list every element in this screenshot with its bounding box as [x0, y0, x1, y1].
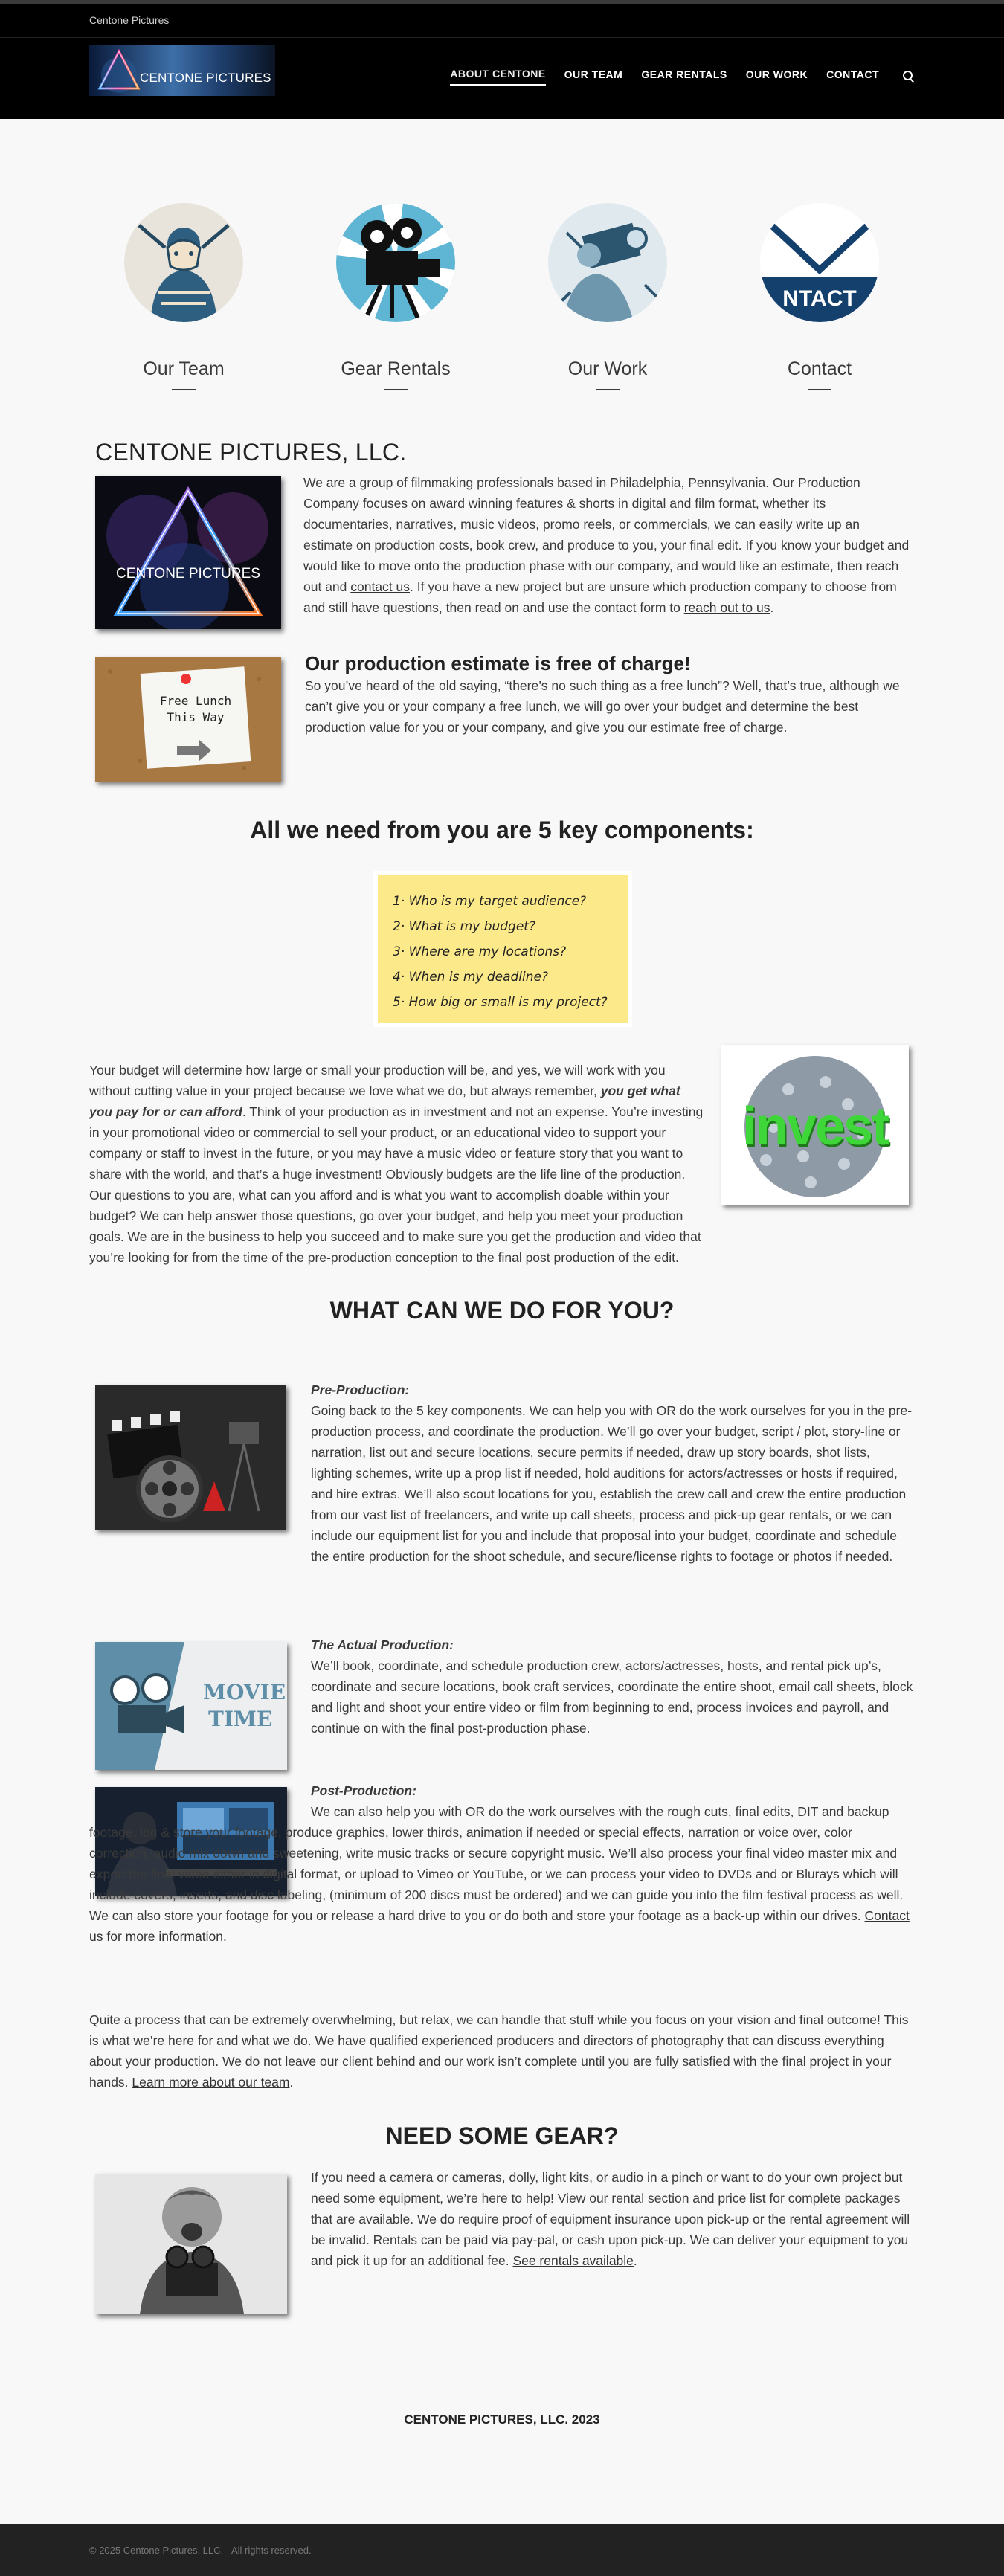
bottom-bar: [0, 2524, 1004, 2576]
post-production-title: Post-Production:: [311, 1783, 416, 1798]
free-lunch-image: [95, 657, 281, 782]
movie-time-text-1: MOVIE: [203, 1680, 286, 1704]
process-text-block: [89, 2009, 915, 2093]
learn-team-link[interactable]: Learn more about our team: [132, 2075, 290, 2090]
invest-text: invest: [741, 1097, 889, 1156]
nav-our-work[interactable]: OUR WORK: [745, 68, 808, 80]
company-text-1: We are a group of filmmaking professionals based in Philadelphia, Pennsylvania. Our Production Company focuses on award winning features & shorts in digital and film format, whether its documentaries, narratives, music videos, promo reels, or commercials, we can easily write up an estimate on production costs, book crew, and produce to you, your final edit. If you know your budget and would like to move onto the production phase with our company, and would like an estimate, then reach out and: [303, 475, 910, 594]
feature-our-work[interactable]: [548, 203, 667, 390]
film-camera-illustration-icon[interactable]: [336, 203, 455, 322]
post-production-text-block: [89, 1801, 915, 1947]
gear-text-block: [311, 2167, 913, 2271]
company-logo-text: CENTONE PICTURES: [116, 566, 260, 582]
logo-text: CENTONE PICTURES: [140, 71, 271, 85]
feature-contact[interactable]: [760, 203, 879, 390]
pre-production-block: [311, 1379, 913, 1567]
site-header: [0, 37, 1004, 119]
pre-production-title: Pre-Production:: [311, 1382, 410, 1397]
search-icon[interactable]: [901, 69, 915, 83]
company-intro: [303, 472, 910, 618]
movie-time-image: [95, 1642, 287, 1770]
company-text-3: .: [770, 600, 774, 615]
post-production-block: [311, 1780, 915, 1801]
component-item: 3· Where are my locations?: [393, 944, 567, 959]
feature-title[interactable]: Gear Rentals: [341, 358, 451, 379]
actual-production-block: [311, 1635, 915, 1739]
company-logo-image: [95, 476, 281, 629]
invest-image: [721, 1045, 909, 1205]
company-heading: CENTONE PICTURES, LLC.: [95, 439, 407, 466]
company-text-2: . If you have a new project but are unsure which production company to choose from and still have questions, then read on and use the contact form to: [303, 579, 897, 615]
envelope-contact-illustration-icon[interactable]: [760, 203, 879, 322]
top-bar: [0, 0, 1004, 37]
budget-text-2: . Think of your production as in investment and not an expense. You’re investing in your promotional video or commercial to sell your product, or an educational video to support your company or staff to invest in the future, or you may have a music video or feature story that you want to share with the world, and that’s a huge investment! Obviously budgets are the life line of the production. Our questions to you are, what can you afford and is what you want to accomplish doable within your budget? We can help answer those questions, go over your budget, and help you meet your production goals. We are in the business to help you succeed and to make sure you get the production and video that you’re looking for from the time of the pre-production conception to the final post production of the edit.: [89, 1104, 704, 1265]
post-production-end: .: [222, 1929, 227, 1944]
gear-kid-image: [95, 2174, 287, 2314]
free-lunch-text-2: This Way: [167, 710, 225, 724]
contact-image-text: NTACT: [782, 286, 857, 311]
component-item: 5· How big or small is my project?: [393, 995, 608, 1010]
post-production-text: We can also help you with OR do the work ourselves with the rough cuts, final edits, DIT and backup footage, log & store your footage, produce graphics, lower thirds, animation if needed or special effects, narration or voice over, color correction, audio mix down and sweetening, write music tracks or secure copyright music. We’ll also process your final video master mix and export the final video either in digital format, or upload to Vimeo or YouTube, or we can process your video to DVDs and or Blurays which will include covers, inserts, and disc labeling, (minimum of 200 discs must be ordered) and we can guide you into the film festival process as well. We can also store your footage for you or release a hard drive to you or do both and store your footage as a back-up within our drives.: [89, 1804, 904, 1923]
main-nav: [431, 66, 1004, 86]
component-item: 4· When is my deadline?: [393, 970, 549, 985]
feature-underline: [596, 389, 620, 390]
nav-contact[interactable]: CONTACT: [826, 68, 879, 80]
footer-company-line: CENTONE PICTURES, LLC. 2023: [404, 2412, 600, 2427]
component-item: 2· What is my budget?: [393, 919, 535, 934]
services-heading: WHAT CAN WE DO FOR YOU?: [329, 1297, 675, 1324]
estimate-heading: Our production estimate is free of charge!: [305, 652, 691, 674]
gear-heading: NEED SOME GEAR?: [385, 2122, 619, 2149]
feature-our-team[interactable]: [124, 203, 243, 390]
gear-text: If you need a camera or cameras, dolly, light kits, or audio in a pinch or want to do your own project but need some equipment, we’re here to help! View our rental section and price list for complete packages that are available. We do require proof of equipment insurance upon pick-up or the rental agreement will be invalid. Rentals can be paid via pay-pal, or cash upon pick-up. We can deliver your equipment to you and pick it up for an additional fee.: [311, 2170, 910, 2268]
budget-emphasis: you get what you pay for or can afford: [89, 1083, 680, 1119]
team-illustration-icon[interactable]: [124, 203, 243, 322]
featured-pages: [0, 119, 1004, 454]
process-text: Quite a process that can be extremely overwhelming, but relax, we can handle that stuff while you focus on your vision and final outcome! This is what we’re here for and what we do. We have qualified experienced producers and directors of photography that can discuss everything about your production. We do not leave our client behind and our work isn’t complete until you are fully satisfied with the final project in your hands.: [89, 2012, 909, 2090]
contact-us-link[interactable]: contact us: [350, 579, 411, 594]
estimate-text: So you’ve heard of the old saying, “there’s no such thing as a free lunch”? Well, that’s true, although we can’t give you or your company a free lunch, we will go over your budget and determine the best production value for you or your company, and give you our estimate free of charge.: [305, 678, 900, 735]
feature-underline: [172, 389, 196, 390]
components-note: [378, 875, 628, 1023]
feature-title[interactable]: Our Team: [143, 358, 225, 379]
pre-production-text: Going back to the 5 key components. We can help you with OR do the work ourselves for you in the pre-production process, and coordinate the production. We’ll go over your budget, script / plot, story-line or narration, list out and secure locations, secure permits if needed, draw up story boards, shot lists, lighting schemes, write up a prop list if needed, hold auditions for actors/actresses or hosts if required, and hire extras. We’ll also scout locations for you, establish the crew call and crew the entire production from our vast list of freelancers, and write up call sheets, process and pick-up gear rentals, or we can include our equipment list for you and include that proposal into your budget, coordinate and schedule the entire production for the shoot schedule, and secure/license rights to footage or photos if needed.: [311, 1403, 913, 1564]
budget-text-1: Your budget will determine how large or small your production will be, and yes, we will work with you without cutting value in your project because we love what we do, but always remember,: [89, 1063, 666, 1098]
see-rentals-link[interactable]: See rentals available: [512, 2253, 634, 2268]
feature-underline: [808, 389, 831, 390]
actual-production-text: We’ll book, coordinate, and schedule production crew, actors/actresses, hosts, and rental pick up’s, coordinate and secure locations, book craft services, coordinate the entire shoot, email call sheets, block and light and shoot your entire video or film from beginning to end, process invoices and payroll, and continue on with the final post-production phase.: [311, 1658, 913, 1736]
pre-production-image: [95, 1385, 286, 1530]
feature-title[interactable]: Contact: [787, 358, 852, 379]
nav-gear-rentals[interactable]: GEAR RENTALS: [641, 68, 727, 80]
budget-text-top: [89, 1060, 707, 1268]
component-item: 1· Who is my target audience?: [393, 894, 587, 909]
feature-title[interactable]: Our Work: [567, 358, 648, 379]
nav-our-team[interactable]: OUR TEAM: [564, 68, 623, 80]
copyright-text: © 2025 Centone Pictures, LLC. - All rights reserved.: [89, 2545, 312, 2556]
movie-time-text-2: TIME: [208, 1707, 273, 1731]
site-logo[interactable]: [89, 45, 275, 96]
top-brand-link[interactable]: Centone Pictures: [89, 13, 169, 28]
camera-operator-illustration-icon[interactable]: [548, 203, 667, 322]
feature-underline: [384, 389, 408, 390]
nav-about[interactable]: ABOUT CENTONE: [450, 66, 545, 86]
process-end: .: [289, 2075, 294, 2090]
feature-gear-rentals[interactable]: [336, 203, 455, 390]
reach-out-link[interactable]: reach out to us: [683, 600, 770, 615]
free-lunch-text-1: Free Lunch: [159, 694, 232, 708]
contact-more-info-link[interactable]: Contact us for more information: [89, 1908, 910, 1944]
components-heading: All we need from you are 5 key components:: [250, 817, 754, 843]
gear-end: .: [633, 2253, 637, 2268]
actual-production-title: The Actual Production:: [311, 1638, 454, 1652]
